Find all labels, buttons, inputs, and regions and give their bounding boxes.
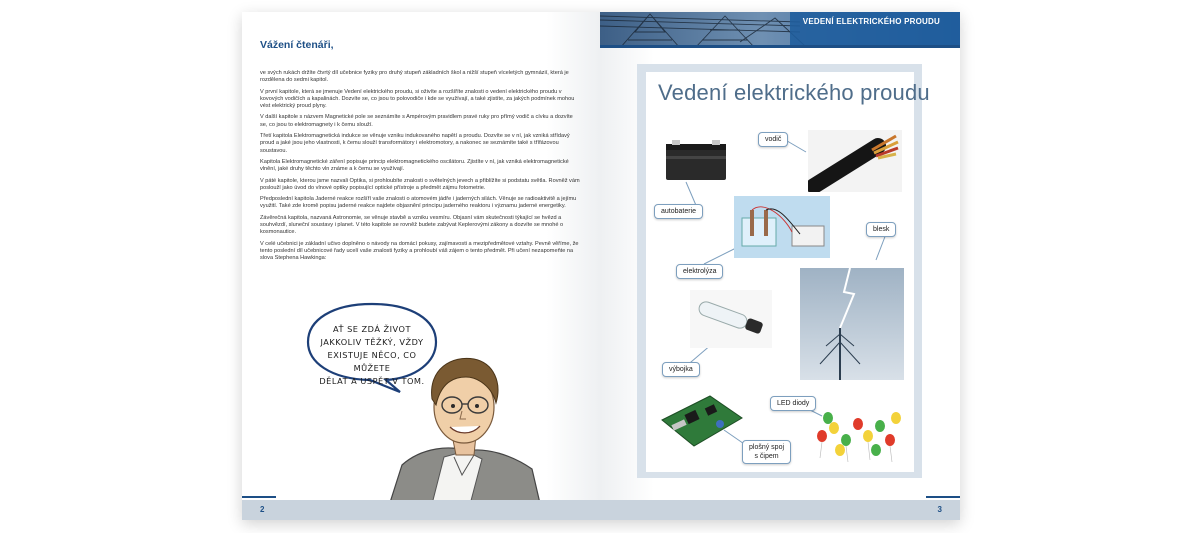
- intro-paragraph-9: V celé učebnici je základní učivo doplněno o návody na domácí pokusy, zajímavosti a mezipředmětové vztahy. Pevně věříme, že tento poslední díl učebnicové řady ucelí vaše znalosti fyziky a prohloubí váš zájem o tento předmět. Při učení nezapomeňte na slova Stephena Hawkinga:: [260, 240, 579, 262]
- intro-paragraph-3: V další kapitole s názvem Magnetické pole se seznámíte s Ampérovým pravidlem pravé ruky pro přímý vodič a cívku a dozvíte se, co jsou to elektromagnety i k čemu slouží.: [260, 114, 573, 128]
- label-vodic: vodič: [758, 132, 788, 147]
- cable-image: [808, 130, 902, 192]
- intro-text: [260, 70, 580, 267]
- lightning-image: [800, 268, 904, 380]
- intro-paragraph-2: V první kapitole, která se jmenuje Vedení elektrického proudu, si oživíte a rozšíříte znalosti o vedení elektrického proudu v kovových vodičích a kapalinách. Dozvíte se, co jsou to polovodiče i kde se využívají, a také zjistíte, za jakých podmínek mohou vést elektrický proud plyny.: [260, 88, 575, 110]
- intro-paragraph-7: Předposlední kapitola Jaderné reakce rozšíří vaše znalosti o atomovém jádře i jaderných silách. Věnuje se radioaktivitě a jejímu využití. Také zde kromě popisu jaderné reakce najdete objasnění principu jaderného reaktoru i významu jaderné energetiky.: [260, 196, 577, 210]
- chapter-poster: [646, 72, 930, 472]
- footer-accent-rule-right: [926, 496, 960, 498]
- label-elektrolyza: elektrolýza: [676, 264, 723, 279]
- intro-paragraph-6: V páté kapitole, kterou jsme nazvali Optika, si prohloubíte znalosti o světelných jevech a přiblížíte si podstatu světla. Rovněž vám poslouží jako úvod do vlnové optiky popisující optické přístroje a předmět zájmu fotometrie.: [260, 177, 580, 191]
- quote-line-2: JAKKOLIV TĚŽKÝ, VŽDY: [320, 337, 424, 347]
- quote-line-3: EXISTUJE NĚCO, CO MŮŽETE: [327, 350, 417, 373]
- label-plosny-spoj-line-1: plošný spoj: [749, 444, 785, 451]
- greeting-heading: Vážení čtenáři,: [260, 39, 334, 51]
- pcb-image: [656, 392, 744, 450]
- quote-line-1: AŤ SE ZDÁ ŽIVOT: [333, 324, 411, 334]
- right-footer-band: [600, 500, 960, 520]
- poster-title: Vedení elektrického proudu: [658, 80, 930, 105]
- label-blesk: blesk: [866, 222, 896, 237]
- label-led-diody: LED diody: [770, 396, 816, 411]
- page-number-right: 3: [937, 505, 942, 514]
- intro-paragraph-1: ve svých rukách držíte čtvrtý díl učebnice fyziky pro druhý stupeň základních škol a nižší stupeň víceletých gymnázií, která je rozdělena do sedmi kapitol.: [260, 70, 569, 84]
- page-number-left: 2: [260, 505, 265, 514]
- portrait-illustration: [382, 347, 542, 512]
- footer-accent-rule: [242, 496, 276, 498]
- label-autobaterie: autobaterie: [654, 204, 703, 219]
- battery-image: [662, 134, 730, 182]
- quote-line-4: DĚLAT A USPĚT V TOM.: [319, 376, 425, 386]
- label-plosny-spoj: [742, 440, 791, 464]
- book-spread: [242, 12, 960, 520]
- electrolysis-image: [734, 196, 830, 258]
- led-diodes-image: [810, 406, 904, 464]
- left-page: [242, 12, 600, 520]
- discharge-lamp-image: [690, 290, 772, 348]
- label-plosny-spoj-line-2: s čipem: [754, 453, 779, 460]
- intro-paragraph-5: Kapitola Elektromagnetické záření popisuje princip elektromagnetického oscilátoru. Zjistíte v ní, jak vzniká elektromagnetické vlnění, jaké druhy těchto vln známe a k čemu se využívají.: [260, 158, 569, 173]
- label-vybojka: výbojka: [662, 362, 700, 377]
- intro-paragraph-4: Třetí kapitola Elektromagnetická indukce se věnuje vzniku indukovaného napětí a proudu. Dozvíte se v ní, jak vzniká střídavý proud a jaké jsou jeho vlastnosti, k čemu slouží transformátory i elektromotory, a nakonec se seznámíte také s třífázovou soustavou.: [260, 133, 570, 154]
- chapter-title: VEDENÍ ELEKTRICKÉHO PROUDU: [802, 17, 940, 26]
- chapter-banner: [600, 12, 960, 48]
- right-page: [600, 12, 960, 520]
- left-footer-band: [242, 500, 600, 520]
- intro-paragraph-8: Závěrečná kapitola, nazvaná Astronomie, se věnuje stavbě a vzniku vesmíru. Objasní vám skutečnosti týkající se hvězd a souhvězdí, sluneční soustavy i planet. V této kapitole se rovněž budete zabývat Keplerovými zákony a dozvíte se mnohé o kosmonautice.: [260, 214, 564, 236]
